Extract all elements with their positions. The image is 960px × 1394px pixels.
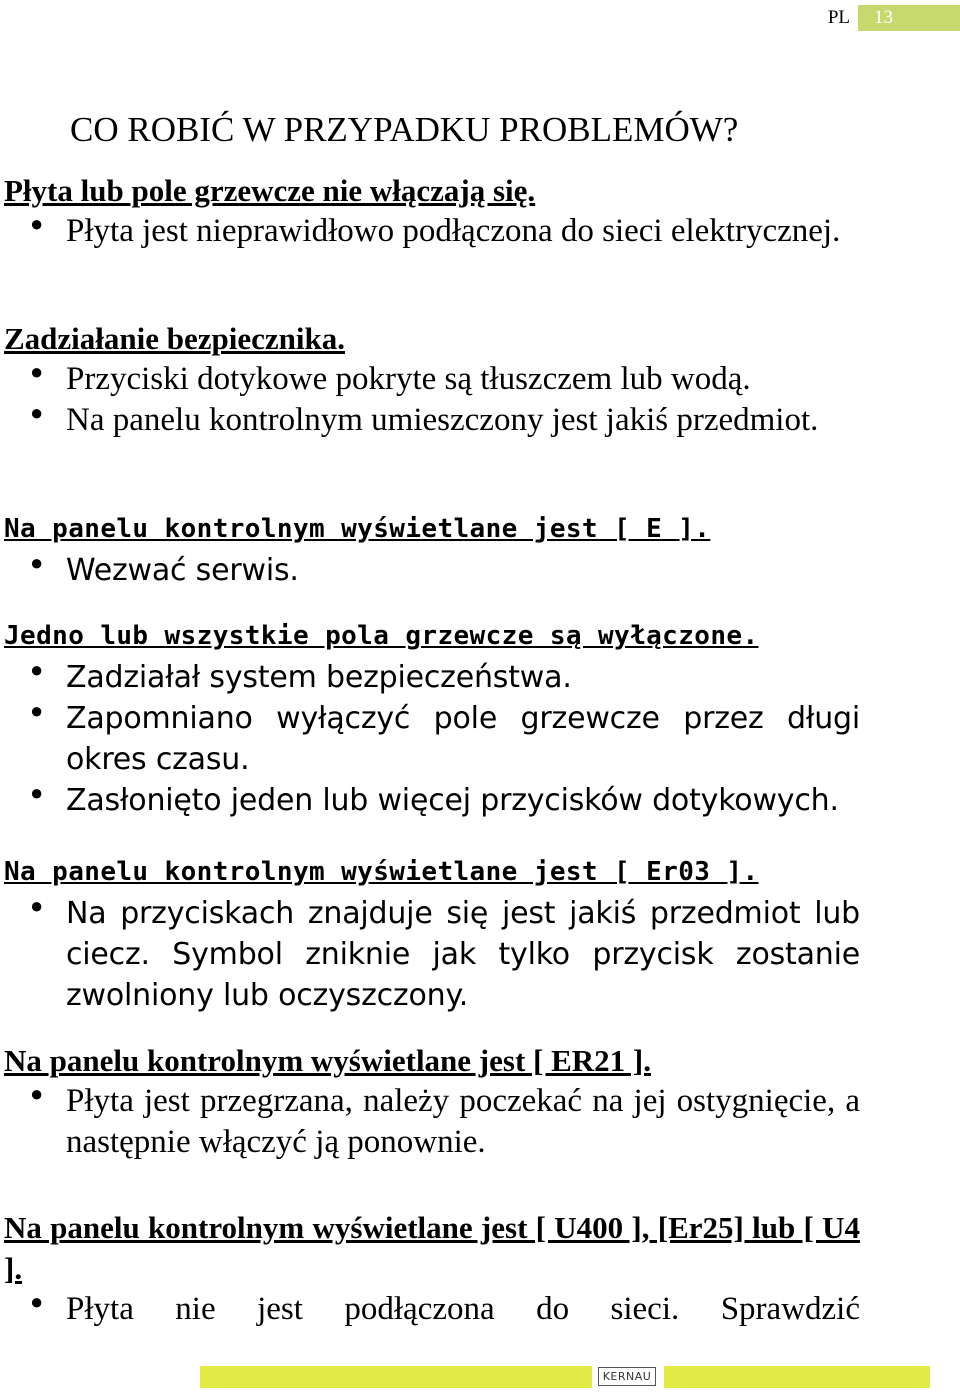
bullet-list: [4, 893, 860, 1016]
section-heading: Na panelu kontrolnym wyświetlane jest [ Er03 ].: [4, 857, 759, 887]
list-item: [4, 657, 860, 698]
bullet-icon: ●: [30, 1081, 44, 1106]
bullet-list: [4, 359, 860, 441]
footer-bar: [200, 1366, 592, 1388]
bullet-icon: ●: [30, 893, 44, 918]
section-zones-off: [4, 616, 860, 821]
section-heading: Jedno lub wszystkie pola grzewcze są wyłączone.: [4, 621, 759, 651]
section-heading: Płyta lub pole grzewcze nie włączają się.: [4, 173, 536, 208]
list-item: [4, 211, 860, 252]
list-item: [4, 893, 860, 1016]
bullet-list: [4, 1289, 860, 1330]
list-item-text: Płyta jest przegrzana, należy poczekać na jej ostygnięcie, a następnie włączyć ją ponownie.: [66, 1083, 860, 1160]
section-heading: Na panelu kontrolnym wyświetlane jest [ U400 ], [Er25] lub [ U4 ].: [4, 1210, 860, 1286]
list-item-text: Zasłonięto jeden lub więcej przycisków dotykowych.: [66, 783, 839, 818]
section-error-u400: [4, 1207, 860, 1330]
list-item-text: Zapomniano wyłączyć pole grzewcze przez długi okres czasu.: [66, 701, 860, 777]
bullet-icon: ●: [30, 780, 44, 805]
bullet-icon: ●: [30, 211, 44, 236]
page-title: CO ROBIĆ W PRZYPADKU PROBLEMÓW?: [70, 110, 739, 149]
page-header: [0, 5, 960, 31]
page-number-tab: [858, 5, 960, 31]
section-heading: Na panelu kontrolnym wyświetlane jest [ ER21 ].: [4, 1043, 651, 1078]
list-item: [4, 550, 860, 591]
list-item: [4, 780, 860, 821]
brand-logo: KERNAU: [598, 1367, 656, 1386]
footer-bar: [664, 1366, 930, 1388]
list-item: [4, 400, 860, 441]
bullet-icon: ●: [30, 698, 44, 723]
section-fuse-tripped: [4, 318, 860, 441]
section-power-on-problem: [4, 170, 860, 252]
list-item: [4, 1289, 860, 1330]
list-item-text: Przyciski dotykowe pokryte są tłuszczem lub wodą.: [66, 361, 751, 397]
list-item: [4, 1081, 860, 1163]
language-label: PL: [827, 7, 850, 28]
section-heading: Na panelu kontrolnym wyświetlane jest [ E ].: [4, 514, 711, 544]
list-item-text: Płyta jest nieprawidłowo podłączona do sieci elektrycznej.: [66, 213, 841, 249]
bullet-list: [4, 211, 860, 252]
list-item: [4, 698, 860, 780]
section-error-er03: [4, 852, 860, 1016]
section-heading: Zadziałanie bezpiecznika.: [4, 321, 345, 356]
bullet-list: [4, 1081, 860, 1163]
bullet-icon: ●: [30, 657, 44, 682]
list-item-text: Wezwać serwis.: [66, 553, 299, 588]
bullet-list: [4, 550, 860, 591]
bullet-icon: ●: [30, 400, 44, 425]
page-number: 13: [874, 7, 893, 28]
bullet-icon: ●: [30, 1289, 44, 1314]
list-item-text: Na przyciskach znajduje się jest jakiś przedmiot lub ciecz. Symbol zniknie jak tylko przycisk zostanie zwolniony lub oczyszczony.: [66, 896, 860, 1013]
bullet-list: [4, 657, 860, 821]
list-item: [4, 359, 860, 400]
section-error-e: [4, 509, 860, 591]
bullet-icon: ●: [30, 359, 44, 384]
list-item-text: Płyta nie jest podłączona do sieci. Sprawdzić: [66, 1291, 860, 1327]
section-error-er21: [4, 1040, 860, 1163]
bullet-icon: ●: [30, 550, 44, 575]
list-item-text: Zadziałał system bezpieczeństwa.: [66, 660, 572, 695]
list-item-text: Na panelu kontrolnym umieszczony jest jakiś przedmiot.: [66, 402, 819, 438]
